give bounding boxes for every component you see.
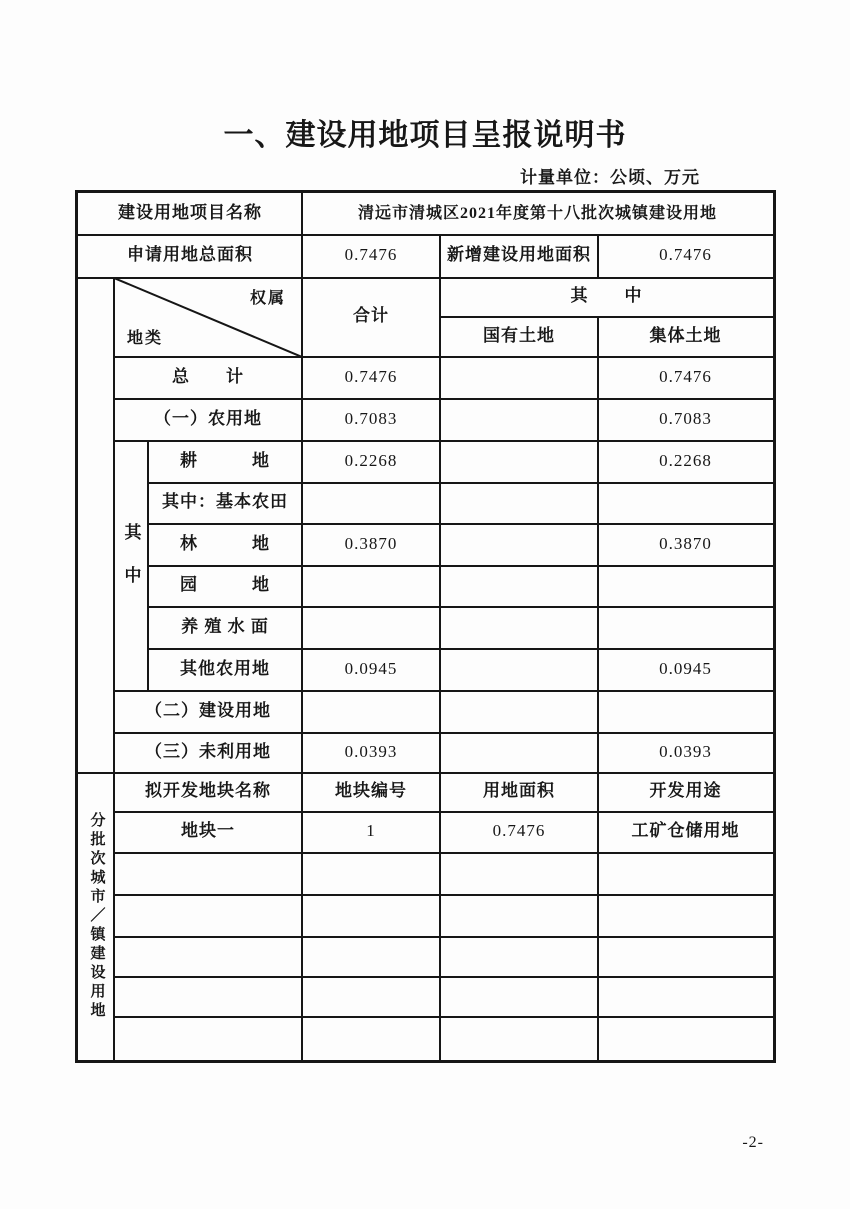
row-forest-value-collective: 0.3870 bbox=[659, 533, 712, 553]
row-garden-value-state bbox=[440, 565, 598, 606]
parcel-row-name bbox=[114, 1016, 302, 1060]
row-total-value-state bbox=[440, 356, 598, 398]
row-label-unused: （三）未利用地 bbox=[145, 741, 271, 761]
row-label-agricultural: （一）农用地 bbox=[154, 408, 262, 428]
row-agricultural-value-total: 0.7083 bbox=[344, 408, 398, 428]
page-title: 一、建设用地项目呈报说明书 bbox=[223, 119, 627, 152]
row-unused-value-total: 0.0393 bbox=[344, 741, 398, 761]
parcel-row-area bbox=[440, 852, 598, 894]
parcel-row-area bbox=[440, 894, 598, 936]
diagonal-header-cell bbox=[114, 278, 302, 357]
parcel-row-purpose: 工矿仓储用地 bbox=[631, 821, 740, 841]
including-group-label: 其中 bbox=[121, 522, 141, 609]
parcel-header-name: 拟开发地块名称 bbox=[145, 781, 271, 801]
row-aquaculture-value-collective bbox=[598, 606, 773, 648]
row-cultivated-value-state bbox=[440, 440, 598, 482]
row-aquaculture-value-state bbox=[440, 606, 598, 648]
row-aquaculture-value-total bbox=[302, 606, 440, 648]
parcel-row-area bbox=[440, 1016, 598, 1060]
parcel-row-purpose bbox=[598, 852, 773, 894]
row-forest-value-state bbox=[440, 523, 598, 565]
parcel-row-name: 地块一 bbox=[181, 821, 235, 841]
parcel-row-purpose bbox=[598, 936, 773, 976]
row-label-basic-farmland: 其中：基本农田 bbox=[162, 492, 288, 512]
applied-area-value: 0.7476 bbox=[344, 245, 398, 265]
row-label-aquaculture: 养 殖 水 面 bbox=[181, 616, 269, 636]
column-header-state-owned: 国有土地 bbox=[483, 325, 555, 345]
parcel-row-purpose bbox=[598, 894, 773, 936]
parcel-row-number: 1 bbox=[366, 821, 376, 841]
land-use-form-table bbox=[75, 190, 776, 1063]
parcel-row-number bbox=[302, 852, 440, 894]
project-name-label: 建设用地项目名称 bbox=[118, 203, 262, 223]
measurement-unit-note: 计量单位：公顷、万元 bbox=[520, 168, 700, 187]
new-construction-area-value: 0.7476 bbox=[659, 245, 712, 265]
row-unused-value-collective: 0.0393 bbox=[659, 741, 712, 761]
row-garden-value-total bbox=[302, 565, 440, 606]
row-other-agricultural-value-collective: 0.0945 bbox=[659, 658, 712, 678]
row-construction-value-state bbox=[440, 690, 598, 732]
row-other-agricultural-value-total: 0.0945 bbox=[344, 658, 398, 678]
parcel-row-name bbox=[114, 936, 302, 976]
column-header-collective: 集体土地 bbox=[649, 325, 722, 345]
parcel-header-number: 地块编号 bbox=[335, 781, 407, 801]
row-label-other-agricultural: 其他农用地 bbox=[180, 658, 270, 678]
row-total-value-total: 0.7476 bbox=[344, 366, 398, 386]
parcel-row-name bbox=[114, 852, 302, 894]
column-header-subtotal-group: 其 中 bbox=[570, 286, 643, 306]
parcel-row-name bbox=[114, 894, 302, 936]
row-basic-farmland-value-collective bbox=[598, 482, 773, 523]
parcel-row-number bbox=[302, 936, 440, 976]
row-construction-value-collective bbox=[598, 690, 773, 732]
page-number: -2- bbox=[742, 1134, 764, 1151]
parcels-side-label: 分批次城市／镇建设用地 bbox=[88, 811, 105, 1021]
parcel-row-number bbox=[302, 1016, 440, 1060]
row-basic-farmland-value-total bbox=[302, 482, 440, 523]
row-label-total: 总 计 bbox=[172, 366, 244, 386]
row-agricultural-value-collective: 0.7083 bbox=[659, 408, 712, 428]
column-header-total: 合计 bbox=[353, 306, 389, 326]
applied-area-label: 申请用地总面积 bbox=[127, 245, 253, 265]
row-other-agricultural-value-state bbox=[440, 648, 598, 690]
parcel-row-area bbox=[440, 936, 598, 976]
row-label-construction: （二）建设用地 bbox=[145, 700, 271, 720]
parcel-row-area: 0.7476 bbox=[492, 821, 546, 841]
row-label-garden: 园 地 bbox=[180, 575, 270, 595]
new-construction-area-label: 新增建设用地面积 bbox=[447, 245, 591, 265]
parcel-row-number bbox=[302, 976, 440, 1016]
row-agricultural-value-state bbox=[440, 398, 598, 440]
row-forest-value-total: 0.3870 bbox=[344, 533, 398, 553]
row-unused-value-state bbox=[440, 732, 598, 772]
parcel-header-purpose: 开发用途 bbox=[649, 781, 722, 801]
row-cultivated-value-total: 0.2268 bbox=[344, 450, 398, 470]
parcel-row-name bbox=[114, 976, 302, 1016]
parcel-row-purpose bbox=[598, 1016, 773, 1060]
row-total-value-collective: 0.7476 bbox=[659, 366, 712, 386]
diagonal-label-ownership: 权属 bbox=[249, 290, 286, 307]
row-construction-value-total bbox=[302, 690, 440, 732]
parcel-row-area bbox=[440, 976, 598, 1016]
row-basic-farmland-value-state bbox=[440, 482, 598, 523]
parcel-header-area: 用地面积 bbox=[483, 781, 555, 801]
row-label-cultivated: 耕 地 bbox=[180, 450, 270, 470]
row-cultivated-value-collective: 0.2268 bbox=[659, 450, 712, 470]
project-name-value: 清远市清城区2021年度第十八批次城镇建设用地 bbox=[357, 204, 717, 222]
row-label-forest: 林 地 bbox=[180, 533, 270, 553]
parcel-row-number bbox=[302, 894, 440, 936]
row-garden-value-collective bbox=[598, 565, 773, 606]
diagonal-label-landclass: 地类 bbox=[127, 330, 164, 347]
parcel-row-purpose bbox=[598, 976, 773, 1016]
